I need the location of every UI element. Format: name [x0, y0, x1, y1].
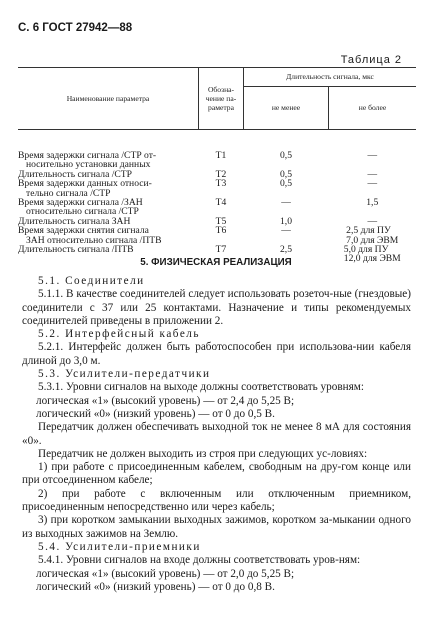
cell-max [329, 226, 417, 245]
parameters-table [18, 67, 416, 264]
cell-name-line: носительно установки данных [26, 159, 151, 171]
cell-symbol: T6 [215, 225, 227, 237]
cell-name-line: Длительность сигнала /ПТВ [18, 244, 134, 256]
cell-name-line: Время задержки данных относи- [18, 178, 152, 190]
cell-max-line: — [367, 168, 378, 180]
paragraph-5-3-1: 5.3.1. Уровни сигналов на выходе должны соответствовать уровням: [38, 381, 364, 394]
level-high-input: логическая «1» (высокий уровень) — от 2,0 до 5,25 В; [36, 567, 295, 580]
subsection-5-2-heading: 5.2. Интерфейсный кабель [38, 328, 200, 341]
paragraph-5-2-1: 5.2.1. Интерфейс должен быть работоспособен при использова-нии кабеля длиной до 3,0 м. [22, 341, 411, 367]
cell-name-line: Время задержки сигнала /СТР от- [18, 150, 157, 161]
cell-parameter-name [18, 151, 199, 170]
cell-max-lines [367, 151, 377, 160]
header-parameter-symbol: Обозна- чение па- раметра [199, 68, 244, 130]
table-body [18, 130, 416, 264]
cell-parameter-name [18, 179, 199, 198]
level-low-input: логический «0» (низкий уровень) — от 0 до 0,8 В. [36, 580, 275, 593]
cell-max-line: — [367, 215, 378, 227]
table-row [18, 151, 416, 170]
header-max: не более [329, 87, 417, 130]
cell-max [329, 151, 417, 170]
cell-min: 1,0 [280, 215, 292, 227]
subsection-5-3-heading: 5.3. Усилители-передатчики [38, 368, 211, 381]
cell-symbol: T7 [215, 244, 227, 256]
cell-max-line: — [367, 178, 378, 190]
cell-name-line: ЗАН относительно сигнала /ПТВ [26, 234, 162, 246]
section-body [22, 275, 411, 594]
cell-min: 0,5 [280, 168, 292, 180]
cell-max [329, 198, 417, 217]
header-parameter-name: Наименование параметра [18, 68, 199, 130]
paragraph-transmitter-current: Передатчик должен обеспечивать выходной ток не менее 8 мА для состояния «0». [22, 421, 411, 447]
cell-parameter-name [18, 198, 199, 217]
cell-max-line: 1,5 [366, 197, 379, 209]
cell-symbol: T1 [215, 150, 227, 161]
cell-max-line: 12,0 для ЭВМ [343, 253, 401, 265]
condition-1: 1) при работе с присоединенным кабелем, свободным на дру-гом конце или при отсоединенном кабеле; [22, 461, 411, 487]
cell-min: 0,5 [280, 150, 292, 161]
level-low-output: логический «0» (низкий уровень) — от 0 до 0,5 В. [36, 407, 275, 420]
cell-max [329, 179, 417, 198]
cell-symbol: T5 [215, 215, 227, 227]
paragraph-5-4-1: 5.4.1. Уровни сигналов на входе должны соответствовать уров-ням: [38, 554, 361, 567]
subsection-5-1-heading: 5.1. Соединители [38, 275, 145, 287]
cell-max-lines [346, 226, 398, 245]
cell-name-line: Время задержки сигнала /ЗАН [18, 197, 143, 209]
cell-symbol: T3 [215, 178, 227, 190]
header-signal-duration: Длительность сигнала, мкс [244, 68, 417, 87]
cell-name-line: Длительность сигнала ЗАН [18, 215, 131, 227]
level-high-output: логическая «1» (высокий уровень) — от 2,4 до 5,25 В; [36, 394, 295, 407]
paragraph-5-1-1: 5.1.1. В качестве соединителей следует использовать розеточ-ные (гнездовые) соединители с 37 или 25 контактами. Назначение и типы рекомендуемых соединителей приведены в приложении 2. [22, 288, 411, 327]
cell-name-line: относительно сигнала /СТР [26, 206, 139, 218]
cell-name-line: Время задержки снятия сигнала [18, 225, 149, 237]
cell-max-line: 2,5 для ПУ [346, 225, 391, 237]
cell-min: — [281, 225, 291, 237]
cell-parameter-name [18, 226, 199, 245]
cell-symbol: T4 [215, 197, 227, 209]
subsection-5-4-heading: 5.4. Усилители-приемники [38, 540, 201, 553]
cell-symbol: T2 [215, 168, 227, 180]
table-row [18, 198, 416, 217]
cell-max-lines [366, 198, 378, 207]
condition-2: 2) при работе с включенным или отключенным приемником, присоединенным непосредственно или через кабель; [22, 487, 411, 514]
section-title: 5. ФИЗИЧЕСКАЯ РЕАЛИЗАЦИЯ [140, 257, 292, 268]
table-caption: Таблица 2 [340, 54, 402, 66]
cell-max-line: — [367, 150, 378, 161]
cell-max-line: 5,0 для ПУ [343, 244, 389, 256]
paragraph-transmitter-conditions: Передатчик не должен выходить из строя при следующих ус-ловиях: [38, 447, 368, 460]
cell-min: 0,5 [280, 178, 292, 190]
cell-min: — [281, 197, 291, 209]
header-min: не менее [244, 87, 329, 130]
cell-name-line: Длительность сигнала /СТР [18, 168, 132, 180]
cell-max-line: 7,0 для ЭВМ [346, 234, 399, 246]
cell-name-line: тельно сигнала /СТР [26, 187, 111, 199]
table-row [18, 226, 416, 245]
cell-max-lines [367, 179, 377, 188]
cell-min: 2,5 [280, 244, 292, 256]
table-row [18, 179, 416, 198]
condition-3: 3) при коротком замыкании выходных зажимов, коротком за-мыкании одного из выходных зажимов на Землю. [22, 514, 411, 540]
page-header: С. 6 ГОСТ 27942—88 [18, 22, 133, 34]
